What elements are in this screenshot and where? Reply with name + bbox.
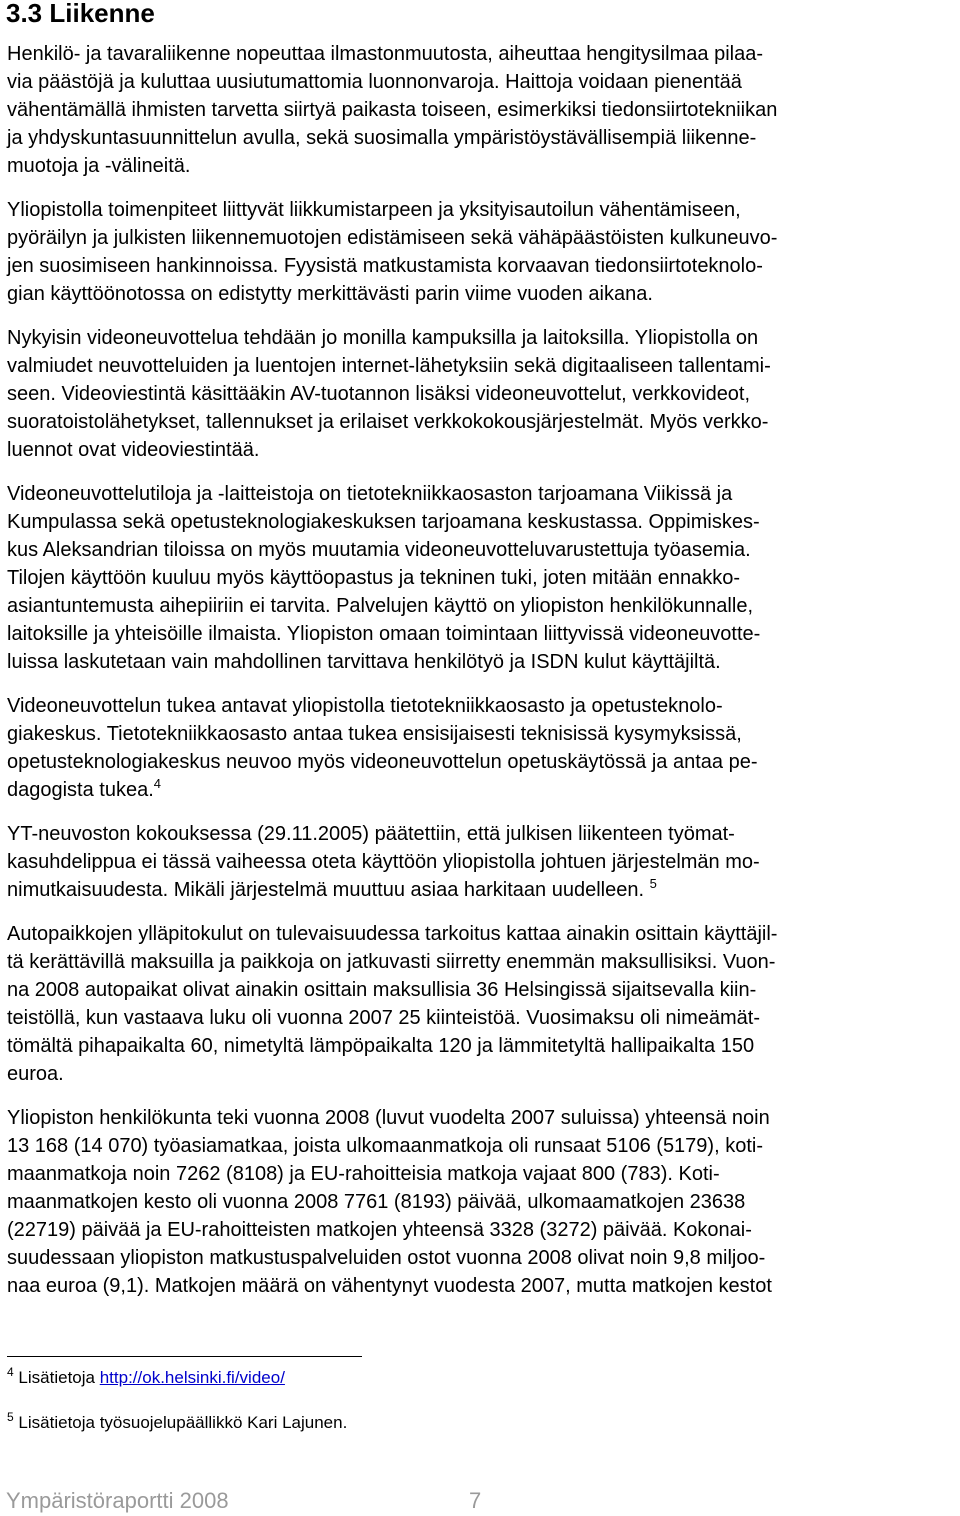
footnote-4	[7, 1365, 285, 1388]
footnote-5	[7, 1410, 348, 1433]
text-line	[7, 1163, 720, 1185]
text-line	[7, 1247, 765, 1269]
text-line-content: naa euroa (9,1). Matkojen määrä on vähentynyt vuodesta 2007, mutta matkojen kestot	[7, 1275, 772, 1297]
text-line	[7, 951, 775, 973]
text-line	[7, 595, 753, 617]
text-line	[7, 1035, 754, 1057]
text-line-content: YT-neuvoston kokouksessa (29.11.2005) päätettiin, että julkisen liikenteen työmat-	[7, 823, 735, 845]
page-footer	[6, 1488, 482, 1513]
text-line-content: (22719) päivää ja EU-rahoitteisten matkojen yhteensä 3328 (3272) päivää. Kokonai-	[7, 1219, 752, 1241]
footnote-separator	[7, 1356, 362, 1357]
text-line-content: via päästöjä ja kuluttaa uusiutumattomia luonnonvaroja. Haittoja voidaan pienentää	[7, 71, 742, 93]
text-line	[7, 43, 763, 65]
text-line-content: dagogista tukea.	[7, 779, 154, 801]
text-line-content: gian käyttöönotossa on edistytty merkittävästi parin viime vuoden aikana.	[7, 283, 653, 305]
text-line-content: teistöllä, kun vastaava luku oli vuonna 2007 25 kiinteistöä. Vuosimaksu oli nimeämät-	[7, 1007, 761, 1029]
text-line-content: giakeskus. Tietotekniikkaosasto antaa tukea ensisijaisesti teknisissä kysymyksissä,	[7, 723, 742, 745]
text-line-content: opetusteknologiakeskus neuvoo myös videoneuvottelun opetuskäytössä ja antaa pe-	[7, 751, 758, 773]
text-line	[7, 127, 756, 149]
text-line	[7, 851, 760, 873]
page-number: 7	[469, 1488, 482, 1513]
text-line	[7, 327, 758, 349]
text-line	[7, 511, 760, 533]
text-line-content: jen suosimiseen hankinnoissa. Fyysistä matkustamista korvaavan tiedonsiirtoteknolo-	[7, 255, 763, 277]
text-line	[7, 1135, 763, 1157]
footnote-reference: 4	[153, 776, 162, 791]
text-line-content: na 2008 autopaikat olivat ainakin osittain maksullisia 36 Helsingissä sijaitsevalla kiin-	[7, 979, 757, 1001]
footnote-link[interactable]: http://ok.helsinki.fi/video/	[99, 1368, 285, 1387]
text-line	[7, 567, 740, 589]
text-line	[7, 483, 732, 505]
text-line	[7, 255, 763, 277]
text-line-content: muotoja ja -välineitä.	[7, 155, 191, 177]
text-line	[7, 1275, 772, 1297]
text-line	[7, 1063, 64, 1085]
text-line-content: tömältä pihapaikalta 60, nimetyltä lämpöpaikalta 120 ja lämmitetyltä hallipaikalta 150	[7, 1035, 755, 1057]
text-line-content: 13 168 (14 070) työasiamatkaa, joista ulkomaanmatkoja oli runsaat 5106 (5179), koti-	[7, 1135, 763, 1157]
footer-title: Ympäristöraportti 2008	[6, 1488, 229, 1513]
text-line-content: euroa.	[7, 1063, 64, 1085]
text-line	[7, 723, 742, 745]
text-line	[7, 283, 653, 305]
text-line-content: Kumpulassa sekä opetusteknologiakeskuksen tarjoamana keskustassa. Oppimiskes-	[7, 511, 760, 533]
text-line	[7, 823, 735, 845]
text-line-content: suoratoistolähetykset, tallennukset ja erilaiset verkkokokousjärjestelmät. Myös verkko-	[7, 411, 769, 433]
text-line	[7, 439, 259, 461]
text-line-content: luissa laskutetaan vain mahdollinen tarvittava henkilötyö ja ISDN kulut käyttäjiltä.	[7, 651, 721, 673]
text-line	[7, 1107, 770, 1129]
text-line-content: maanmatkoja noin 7262 (8108) ja EU-rahoitteisia matkoja vajaat 800 (783). Koti-	[7, 1163, 720, 1185]
text-line	[7, 71, 742, 93]
text-line-content: Yliopiston henkilökunta teki vuonna 2008 (luvut vuodelta 2007 suluissa) yhteensä noin	[7, 1107, 770, 1129]
text-line	[7, 695, 723, 717]
text-line	[7, 1007, 760, 1029]
text-line	[7, 751, 758, 773]
text-line-content: suudessaan yliopiston matkustuspalveluiden ostot vuonna 2008 olivat noin 9,8 miljoo-	[7, 1247, 766, 1269]
footnote-number: 4	[7, 1365, 14, 1379]
text-line-content: kasuhdelippua ei tässä vaiheessa oteta käyttöön yliopistolla johtuen järjestelmän mo-	[7, 851, 760, 873]
text-line	[7, 155, 190, 177]
text-line-content: Tilojen käyttöön kuuluu myös käyttöopastus ja tekninen tuki, joten mitään ennakko-	[7, 567, 741, 589]
text-line-content: Nykyisin videoneuvottelua tehdään jo monilla kampuksilla ja laitoksilla. Yliopistolla on	[7, 327, 759, 349]
text-line-content: tä kerättävillä maksuilla ja paikkoja on jatkuvasti siirretty enemmän maksullisiksi. Vuon-	[7, 951, 776, 973]
text-line	[7, 227, 777, 249]
text-line-content: ja yhdyskuntasuunnittelun avulla, sekä suosimalla ympäristöystävällisempiä liikenne-	[7, 127, 757, 149]
section-heading: 3.3 Liikenne	[6, 0, 155, 28]
text-line-content: nimutkaisuudesta. Mikäli järjestelmä muuttuu asiaa harkitaan uudelleen.	[7, 879, 645, 901]
footnote-text: Lisätietoja	[18, 1368, 95, 1387]
text-line-content: vähentämällä ihmisten tarvetta siirtyä paikasta toiseen, esimerkiksi tiedonsiirtotekniikan	[7, 99, 778, 121]
text-line	[7, 876, 657, 901]
text-line-content: maanmatkojen kesto oli vuonna 2008 7761 (8193) päivää, ulkomaamatkojen 23638	[7, 1191, 746, 1213]
text-line-content: Videoneuvottelutiloja ja -laitteistoja on tietotekniikkaosaston tarjoamana Viikissä ja	[7, 483, 733, 505]
text-line	[7, 539, 751, 561]
text-line-content: asiantuntemusta aihepiiriin ei tarvita. Palvelujen käyttö on yliopiston henkilökunnalle,	[7, 595, 753, 617]
text-line-content: Autopaikkojen ylläpitokulut on tulevaisuudessa tarkoitus kattaa ainakin osittain käyttäjil-	[7, 923, 778, 945]
text-line-content: valmiudet neuvotteluiden ja luentojen internet-lähetyksiin sekä digitaaliseen tallentami-	[7, 355, 771, 377]
text-line	[7, 383, 750, 405]
text-line-content: kus Aleksandrian tiloissa on myös muutamia videoneuvotteluvarustettuja työasemia.	[7, 539, 751, 561]
text-line	[7, 355, 771, 377]
text-line-content: luennot ovat videoviestintää.	[7, 439, 260, 461]
text-line-content: Yliopistolla toimenpiteet liittyvät liikkumistarpeen ja yksityisautoilun vähentämiseen,	[7, 199, 741, 221]
text-line	[7, 923, 777, 945]
text-line	[7, 776, 162, 801]
footnote-number: 5	[7, 1410, 14, 1424]
text-line-content: pyöräilyn ja julkisten liikennemuotojen edistämiseen sekä vähäpäästöisten kulkuneuvo-	[7, 227, 778, 249]
text-line	[7, 199, 741, 221]
footnote-text: Lisätietoja työsuojelupäällikkö Kari Lajunen.	[18, 1413, 348, 1432]
footnote-reference: 5	[649, 876, 657, 891]
text-line	[7, 979, 756, 1001]
text-line-content: Henkilö- ja tavaraliikenne nopeuttaa ilmastonmuutosta, aiheuttaa hengitysilmaa pilaa-	[7, 43, 763, 65]
text-line	[7, 1219, 752, 1241]
text-line-content: laitoksille ja yhteisöille ilmaista. Yliopiston omaan toimintaan liittyvissä videoneuvotte-	[7, 623, 761, 645]
text-line	[7, 651, 721, 673]
text-line	[7, 99, 777, 121]
text-line	[7, 411, 768, 433]
text-line-content: Videoneuvottelun tukea antavat yliopistolla tietotekniikkaosasto ja opetusteknolo-	[7, 695, 723, 717]
text-line-content: seen. Videoviestintä käsittääkin AV-tuotannon lisäksi videoneuvottelut, verkkovideot,	[7, 383, 751, 405]
text-line	[7, 1191, 745, 1213]
text-line	[7, 623, 760, 645]
